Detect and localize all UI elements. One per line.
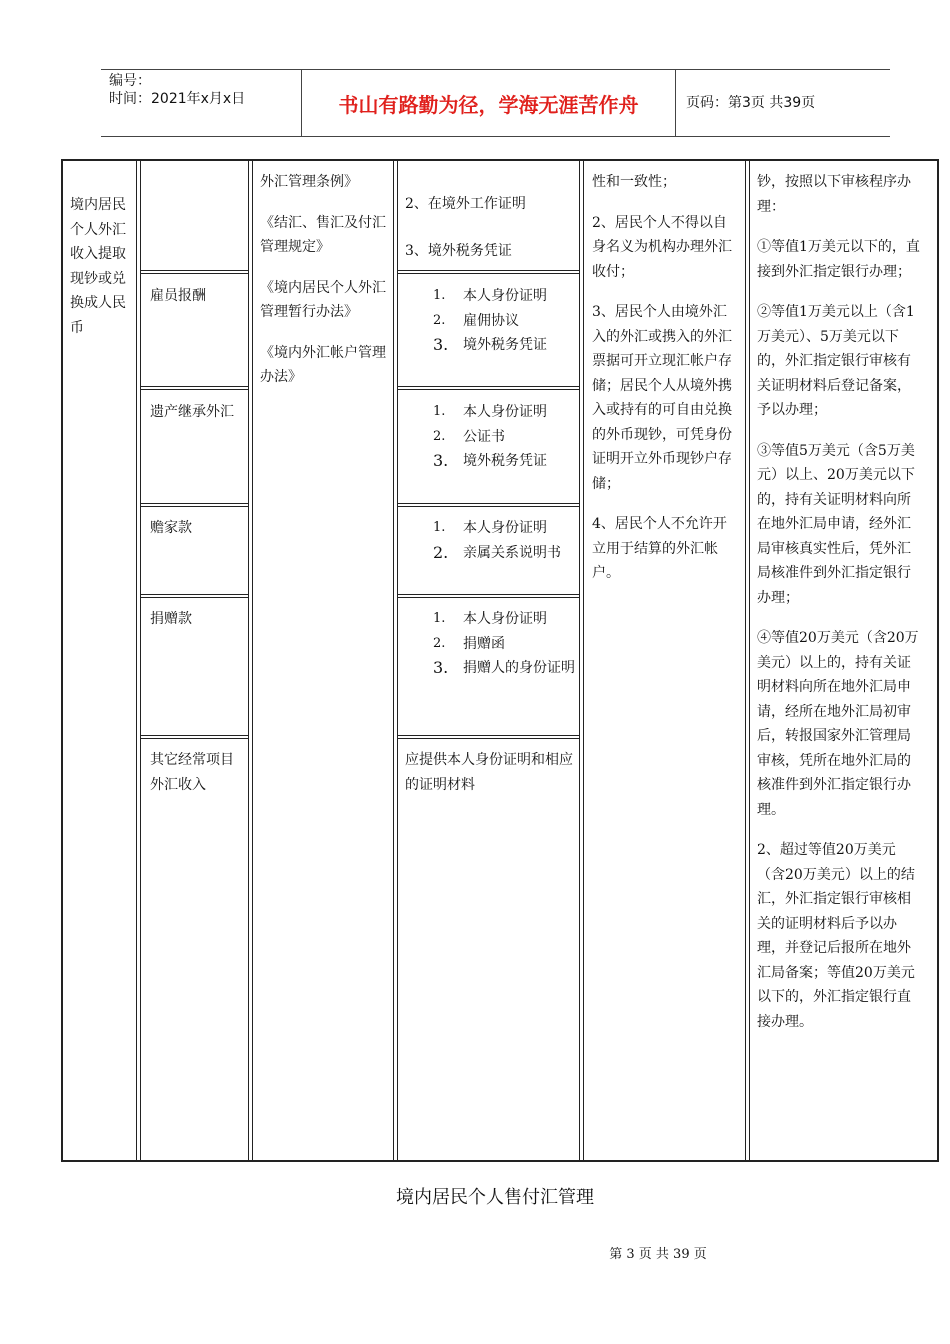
row-rule <box>140 738 249 739</box>
row-rule <box>140 506 249 507</box>
column-rule <box>583 161 584 1160</box>
list-item <box>433 425 578 450</box>
docs-employee-cell <box>433 284 578 358</box>
table-border-top <box>61 159 939 161</box>
list-item-text: 捐赠函 <box>463 635 505 652</box>
list-item <box>433 656 578 681</box>
list-number: 2. <box>433 542 449 562</box>
list-item <box>433 632 578 657</box>
list-item-text: 雇佣协议 <box>463 312 519 329</box>
row-rule <box>397 506 580 507</box>
list-item-text: 境外税务凭证 <box>463 337 547 353</box>
section-caption: 境内居民个人售付汇管理 <box>396 1187 594 1208</box>
column-rule <box>749 161 750 1160</box>
row-label-donation: 捐赠款 <box>150 611 192 627</box>
row-rule <box>397 735 580 736</box>
row-rule <box>397 594 580 595</box>
row-rule <box>397 738 580 739</box>
list-number: 3. <box>433 658 449 677</box>
column-rule <box>397 161 398 1160</box>
docs-donation-cell <box>433 607 578 681</box>
list-number: 1. <box>433 520 446 535</box>
row-rule <box>397 389 580 390</box>
row-label-family-support: 赡家款 <box>150 520 192 536</box>
procedures-cell <box>757 170 923 1050</box>
table-border-bottom <box>61 1160 939 1162</box>
list-number: 3. <box>433 335 449 354</box>
list-number: 2. <box>433 635 446 651</box>
row-rule <box>140 594 249 595</box>
regulation-item: 《境内外汇帐户管理办法》 <box>260 344 386 385</box>
column-rule <box>248 161 249 1160</box>
row-rule <box>397 503 580 504</box>
row-rule <box>140 270 249 271</box>
docs-top-cell <box>405 192 575 279</box>
regulation-item: 《境内居民个人外汇管理暂行办法》 <box>260 279 386 320</box>
table-border-left <box>61 159 63 1162</box>
regulation-item: 外汇管理条例》 <box>260 174 358 190</box>
list-number: 3. <box>433 451 449 470</box>
column-rule <box>393 161 394 1160</box>
list-number: 1. <box>433 404 446 419</box>
row-rule <box>140 386 249 387</box>
category-cell: 境内居民个人外汇收入提取现钞或兑换成人民币 <box>70 197 126 336</box>
row-rule <box>140 735 249 736</box>
procedure-item: 2、超过等值20万美元（含20万美元）以上的结汇，外汇指定银行审核相关的证明材料后予以办理，并登记后报所在地外汇局备案；等值20万美元以下的，外汇指定银行直接办理。 <box>757 842 915 1030</box>
regulation-item: 《结汇、售汇及付汇管理规定》 <box>260 214 386 255</box>
list-item-text: 公证书 <box>463 428 505 445</box>
list-item-text: 亲属关系说明书 <box>463 544 561 561</box>
docs-other-cell: 应提供本人身份证明和相应的证明材料 <box>405 752 573 793</box>
list-item <box>433 284 578 309</box>
row-label-inheritance: 遗产继承外汇 <box>150 404 234 420</box>
column-rule <box>140 161 141 1160</box>
list-item-text: 本人身份证明 <box>463 520 547 536</box>
row-rule <box>397 386 580 387</box>
rule-item: 3、居民个人由境外汇入的外汇或携入的外汇票据可开立现汇帐户存储；居民个人从境外携入或持有的可自由兑换的外币现钞，可凭身份证明开立外币现钞户存储； <box>592 304 732 492</box>
docs-inheritance-cell <box>433 400 578 474</box>
row-rule <box>140 503 249 504</box>
document-number-label: 编号： <box>109 73 151 89</box>
row-label-employee: 雇员报酬 <box>150 288 206 304</box>
list-number: 1. <box>433 288 446 303</box>
row-rule <box>140 273 249 274</box>
rule-item: 2、居民个人不得以自身名义为机构办理外汇收付； <box>592 214 732 280</box>
docs-top-item: 3、境外税务凭证 <box>405 242 512 259</box>
list-item-text: 本人身份证明 <box>463 611 547 627</box>
document-time-label: 时间：2021年x月x日 <box>109 91 246 107</box>
column-rule <box>136 161 137 1160</box>
page-number-label: 页码：第3页 共39页 <box>686 95 816 111</box>
list-item-text: 本人身份证明 <box>463 404 547 420</box>
row-rule <box>397 597 580 598</box>
table-border-right <box>937 159 939 1162</box>
rules-cell <box>592 170 738 602</box>
procedure-item: ④等值20万美元（含20万美元）以上的，持有关证明材料向所在地外汇局申请，经所在地外汇局初审后，转报国家外汇管理局审核，凭所在地外汇局的核准件到外汇指定银行办理。 <box>757 630 919 818</box>
procedure-item: ②等值1万美元以上（含1万美元）、5万美元以下的，外汇指定银行审核有关证明材料后登记备案，予以办理； <box>757 304 915 418</box>
docs-top-item: 2、在境外工作证明 <box>405 196 526 212</box>
list-item <box>433 449 578 474</box>
list-number: 1. <box>433 611 446 626</box>
column-rule <box>252 161 253 1160</box>
list-item-text: 境外税务凭证 <box>463 453 547 469</box>
rule-item: 4、居民个人不允许开立用于结算的外汇帐户。 <box>592 516 727 581</box>
list-item <box>433 400 578 425</box>
list-number: 2. <box>433 312 446 328</box>
list-item <box>433 607 578 632</box>
page-footer: 第 3 页 共 39 页 <box>609 1247 707 1262</box>
motto-text: 书山有路勤为径，学海无涯苦作舟 <box>338 93 639 117</box>
column-rule <box>745 161 746 1160</box>
list-item-text: 本人身份证明 <box>463 288 547 304</box>
column-rule <box>579 161 580 1160</box>
procedure-item: ①等值1万美元以下的，直接到外汇指定银行办理； <box>757 239 920 280</box>
list-item <box>433 333 578 358</box>
list-number: 2. <box>433 428 446 444</box>
row-rule <box>140 597 249 598</box>
rule-item: 性和一致性； <box>592 174 676 190</box>
list-item-text: 捐赠人的身份证明 <box>463 660 575 676</box>
list-item <box>433 309 578 334</box>
list-item <box>433 541 578 566</box>
docs-family-cell <box>433 516 578 565</box>
procedure-item: 钞，按照以下审核程序办理： <box>757 174 911 215</box>
list-item <box>433 516 578 541</box>
row-rule <box>140 389 249 390</box>
regulations-cell <box>260 170 390 406</box>
row-label-other: 其它经常项目外汇收入 <box>150 752 234 793</box>
procedure-item: ③等值5万美元（含5万美元）以上、20万美元以下的，持有关证明材料向所在地外汇局申请，经外汇局审核真实性后，凭外汇局核准件到外汇指定银行办理； <box>757 442 915 606</box>
